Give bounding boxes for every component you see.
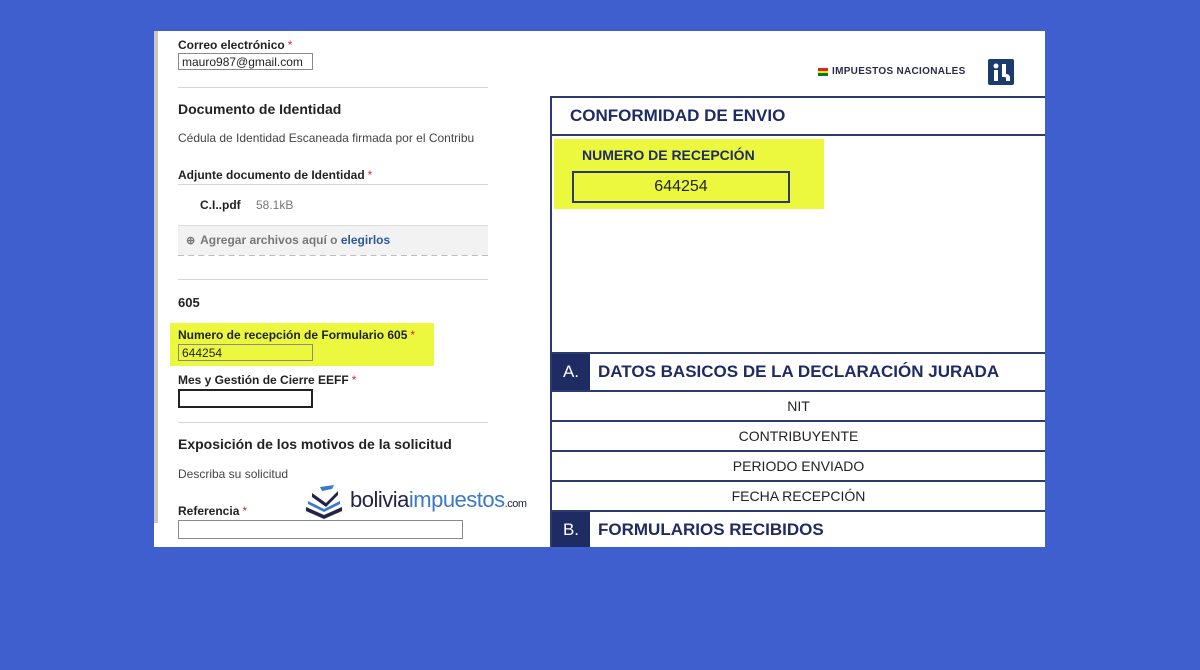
logo-text-part2: impuestos [408,487,505,512]
attach-label [178,168,372,182]
screenshot-panel [154,31,1045,547]
logo-text-suffix: .com [504,498,527,510]
impuestos-brand [818,59,1018,87]
section-a-header [552,352,1045,392]
document-title: CONFORMIDAD DE ENVIO [552,96,1045,136]
plus-circle-icon: ⊕ [186,235,196,247]
impuestos-logo-icon [988,59,1014,85]
section-a-title: DATOS BASICOS DE LA DECLARACIÓN JURADA [598,362,1000,381]
reference-label [178,504,247,518]
section-b-letter: B. [552,512,590,547]
motives-description: Describa su solicitud [178,467,289,481]
email-field[interactable]: mauro987@gmail.com [178,53,313,70]
required-mark: * [410,328,416,342]
divider [178,279,488,280]
reception-label [178,328,415,342]
document-table [550,96,1045,547]
attach-label-text: Adjunte documento de Identidad [178,168,365,182]
email-label [178,38,292,52]
reception-document [550,31,1045,547]
divider [178,422,488,423]
doc-description: Cédula de Identidad Escaneada firmada por el Contribu [178,131,475,145]
logo-text-part1: bolivia [350,487,409,512]
doc-section-title: Documento de Identidad [178,101,342,117]
section-b-header [552,512,1045,547]
closing-label-text: Mes y Gestión de Cierre EEFF [178,373,349,387]
logo-text [350,487,527,513]
file-drop-zone[interactable] [178,225,488,255]
choose-files-link[interactable]: elegirlos [340,233,391,247]
table-row: FECHA RECEPCIÓN [552,482,1045,512]
reference-label-text: Referencia [178,504,240,518]
request-form [178,31,488,547]
attached-file-size: 58.1kB [256,198,294,212]
attached-file-name[interactable]: C.I..pdf [200,198,241,212]
reception-number-field[interactable]: 644254 [178,344,313,361]
reception-label-text: Numero de recepción de Formulario 605 [178,328,408,342]
table-row: NIT [552,392,1045,422]
required-mark: * [351,373,357,387]
required-mark: * [242,504,248,518]
bolivia-flag-icon [818,68,828,76]
file-upload-area[interactable] [178,184,488,256]
email-label-text: Correo electrónico [178,38,285,52]
reception-number-label: NUMERO DE RECEPCIÓN [582,147,755,163]
motives-title: Exposición de los motivos de la solicitud [178,436,452,452]
drop-text: Agregar archivos aquí o [200,233,338,247]
required-mark: * [367,168,373,182]
reception-number-value: 644254 [572,171,790,203]
closing-date-field[interactable] [178,389,313,408]
required-mark: * [287,38,293,52]
table-row: CONTRIBUYENTE [552,422,1045,452]
section-605-title: 605 [178,295,200,310]
left-border [154,31,158,523]
table-row: PERIODO ENVIADO [552,452,1045,482]
boliviaimpuestos-logo [304,483,544,523]
closing-label [178,373,356,387]
brand-name: IMPUESTOS NACIONALES [832,66,966,77]
section-a-letter: A. [552,354,590,390]
section-b-title: FORMULARIOS RECIBIDOS [598,520,824,539]
divider [178,87,488,88]
book-stack-icon [304,485,344,519]
